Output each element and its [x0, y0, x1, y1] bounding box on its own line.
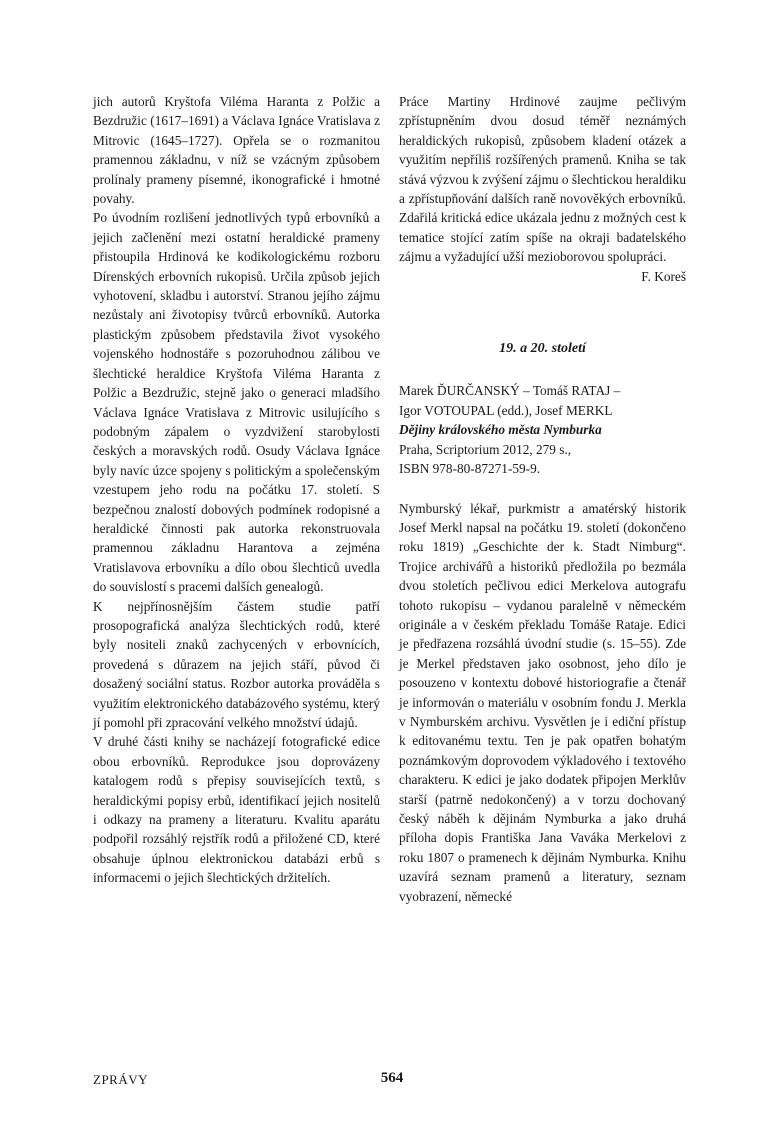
left-paragraph-1: jich autorů Kryštofa Viléma Haranta z Polžic a Bezdružic (1617–1691) a Václava Ignáce Vratislava z Mitrovic (1645–1727). Opřela se o rozmanitou pramennou základnu, v níž se vzácným způsobem prolínaly prameny písemné, ikonografické i hmotné povahy. — [93, 94, 380, 207]
bibliographic-entry — [399, 381, 686, 478]
biblio-imprint: Praha, Scriptorium 2012, 279 s., — [399, 441, 572, 457]
biblio-isbn: ISBN 978-80-87271-59-9. — [399, 461, 541, 477]
running-head: ZPRÁVY — [93, 1072, 149, 1087]
biblio-title: Dějiny královského města Nymburka — [399, 422, 602, 438]
left-paragraph-4: V druhé části knihy se nacházejí fotografické edice obou erbovníků. Reprodukce jsou doprovázeny katalogem rodů s přepisy souvisejících textů, s heraldickými popisy erbů, identifikací jejich nositelů i odkazy na prameny a literaturu. Kvalitu aparátu podpořil rozsáhlý rejstřík rodů a přiložené CD, které obsahuje úplnou elektronickou databázi erbů s informacemi o jejich šlechtických držitelích. — [93, 734, 380, 886]
right-paragraph-1: Práce Martiny Hrdinové zaujme pečlivým zpřístupněním dvou dosud téměř neznámých heraldických rukopisů, způsobem kladení otázek a využitím nepříliš rozšířených pramenů. Kniha se tak stává výzvou k zvýšení zájmu o šlechtickou heraldiku a zpřístupňování dalších raně novověkých erbovníků. Zdařilá kritická edice ukázala jednu z možných cest k tematice stojící zatím spíše na okraji badatelského zájmu a vyžadující užší mezioborovou spolupráci. — [399, 94, 686, 265]
left-column — [93, 92, 380, 888]
page-number: 564 — [380, 1070, 404, 1086]
biblio-authors-line-2: Igor VOTOUPAL (edd.), Josef MERKL — [399, 402, 613, 418]
section-heading: 19. a 20. století — [499, 341, 586, 357]
review-signature: F. Koreš — [641, 268, 686, 284]
left-paragraph-3: K nejpřínosnějším částem studie patří prosopografická analýza šlechtických rodů, které byly nositeli znaků zachycených v erbovnících, provedená s důrazem na jejich stáří, původ či dosažený sociální status. Rozbor autorka prováděla s využitím elektronického databázového systému, který jí pomohl při zpracování velkého množství údajů. — [93, 598, 380, 730]
biblio-authors-line-1: Marek ĎURČANSKÝ – Tomáš RATAJ – — [399, 383, 621, 399]
right-paragraph-2: Nymburský lékař, purkmistr a amatérský historik Josef Merkl napsal na počátku 19. století (dokončeno roku 1819) „Geschichte der k. Stadt Nimburg“. Trojice archivářů a historiků předložila po bezmála dvou stoletích pečlivou edici Merkelova autografu tohoto rukopisu – vydanou paralelně v německém originále a v českém překladu Tomáše Rataje. Edici je předřazena rozsáhlá úvodní studie (s. 15–55). Zde je Merkel představen jako osobnost, jeho dílo je posouzeno v kontextu dobové historiografie a čtenář je informován o materiálu v osobním fondu J. Merkla v Nymburském archivu. Vysvětlen je i ediční přístup k editovanému textu. Ten je pak opatřen bohatým poznámkovým doprovodem výkladového i textového charakteru. K edici je jako dodatek připojen Merklův starší (patrně nedokončený) a v torzu dochovaný český náběh k dějinám Nymburka a jako druhá příloha dopis Františka Jana Vaváka Merkelovi z roku 1807 o pramenech k dějinám Nymburka. Knihu uzavírá seznam pramenů a literatury, seznam vyobrazení, německé — [399, 500, 686, 904]
left-paragraph-2: Po úvodním rozlišení jednotlivých typů erbovníků a jejich začlenění mezi ostatní heraldické prameny přistoupila Hrdinová ke kodikologickému rozboru Dírenských erbovních rukopisů. Určila způsob jejich vyhotovení, skladbu i autorství. Stranou jejího zájmu nezůstaly ani životopisy tvůrců erbovníků. Autorka plastickým způsobem představila život vysokého vojenského hodnostáře s pozoruhodnou zálibou ve šlechtické heraldice Kryštofa Viléma Haranta z Polžic a Bezdružic, stejně jako o generaci mladšího Václava Ignáce Vratislava z Mitrovic usilujícího s podobným zápalem o vyzdvižení starobylosti českých a moravských rodů. Osudy Václava Ignáce byly navíc úzce spojeny s politickým a společenským vzestupem jeho rodu na počátku 17. století. S bezpečnou znalostí dobových podmínek rodopisné a heraldické činnosti pak autorka rekonstruovala pramennou základnu Harantova a zejména Vratislavova erbovníku a dílo obou šlechticů uvedla do souvislostí s pracemi dalších genealogů. — [93, 210, 380, 595]
right-column — [399, 92, 686, 906]
